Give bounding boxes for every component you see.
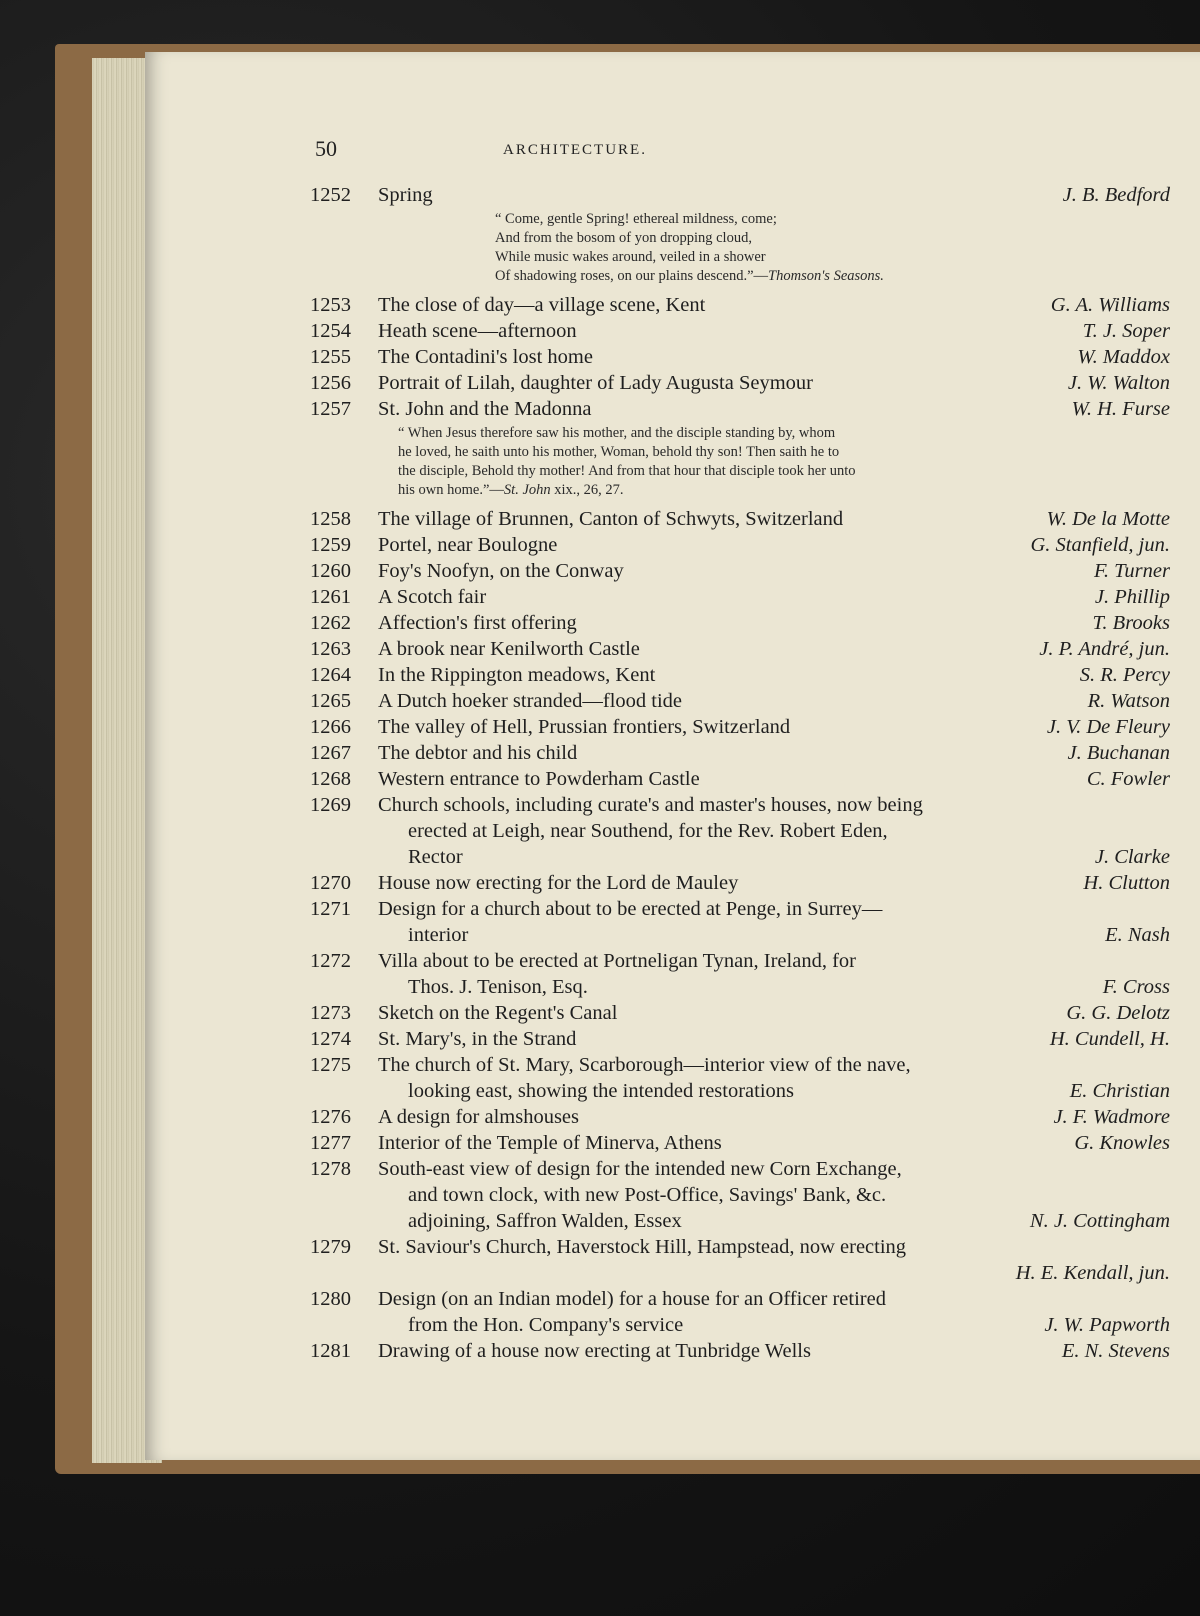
entry-line bbox=[310, 974, 1170, 1000]
quotation-line: And from the bosom of yon dropping cloud, bbox=[495, 230, 752, 246]
entry-title: Drawing of a house now erecting at Tunbridge Wells bbox=[378, 1340, 811, 1362]
entry-title: The close of day—a village scene, Kent bbox=[378, 294, 706, 316]
catalogue-entry bbox=[310, 1104, 1170, 1130]
entry-line bbox=[310, 662, 1170, 688]
entry-line bbox=[310, 1104, 1170, 1130]
page-header bbox=[315, 136, 835, 166]
entry-number: 1263 bbox=[310, 638, 351, 660]
entry-artist: F. Cross bbox=[1097, 974, 1170, 1000]
entry-title: Foy's Noofyn, on the Conway bbox=[378, 560, 624, 582]
entry-line bbox=[310, 506, 1170, 532]
entry-title: St. Saviour's Church, Haverstock Hill, Hampstead, now erecting bbox=[378, 1236, 907, 1258]
entry-title: Villa about to be erected at Portneligan Tynan, Ireland, for bbox=[378, 950, 856, 972]
catalogue-entry bbox=[310, 292, 1170, 318]
entry-title: The valley of Hell, Prussian frontiers, Switzerland bbox=[378, 716, 791, 738]
catalogue-list bbox=[310, 182, 1170, 1364]
catalogue-entry bbox=[310, 396, 1170, 422]
running-title: ARCHITECTURE. bbox=[503, 142, 647, 158]
entry-title: and town clock, with new Post-Office, Savings' Bank, &c. bbox=[408, 1184, 887, 1206]
entry-number: 1274 bbox=[310, 1028, 351, 1050]
entry-number: 1268 bbox=[310, 768, 351, 790]
catalogue-entry bbox=[310, 1052, 1170, 1104]
entry-number: 1266 bbox=[310, 716, 351, 738]
entry-artist: C. Fowler bbox=[1081, 766, 1170, 792]
entry-artist: E. N. Stevens bbox=[1056, 1338, 1170, 1364]
entry-number: 1258 bbox=[310, 508, 351, 530]
entry-line bbox=[310, 1078, 1170, 1104]
entry-line bbox=[310, 766, 1170, 792]
entry-line bbox=[310, 610, 1170, 636]
entry-number: 1260 bbox=[310, 560, 351, 582]
entry-line bbox=[310, 1338, 1170, 1364]
quotation-line: the disciple, Behold thy mother! And from that hour that disciple took her unto bbox=[398, 463, 856, 479]
entry-number: 1265 bbox=[310, 690, 351, 712]
entry-artist: S. R. Percy bbox=[1074, 662, 1170, 688]
catalogue-entry bbox=[310, 1338, 1170, 1364]
entry-number: 1255 bbox=[310, 346, 351, 368]
entry-title: from the Hon. Company's service bbox=[408, 1314, 684, 1336]
entry-artist: J. B. Bedford bbox=[1057, 182, 1170, 208]
entry-line bbox=[310, 792, 1170, 818]
entry-line bbox=[310, 688, 1170, 714]
entry-title: interior bbox=[408, 924, 469, 946]
entry-artist: J. Phillip bbox=[1089, 584, 1170, 610]
entry-line bbox=[310, 740, 1170, 766]
entry-title: Heath scene—afternoon bbox=[378, 320, 577, 342]
entry-title: The village of Brunnen, Canton of Schwyts, Switzerland bbox=[378, 508, 844, 530]
entry-artist: J. W. Walton bbox=[1062, 370, 1170, 396]
entry-artist: H. Cundell, H. bbox=[1044, 1026, 1170, 1052]
entry-number: 1256 bbox=[310, 372, 351, 394]
catalogue-entry bbox=[310, 1000, 1170, 1026]
catalogue-entry bbox=[310, 558, 1170, 584]
entry-artist: N. J. Cottingham bbox=[1024, 1208, 1170, 1234]
catalogue-entry bbox=[310, 370, 1170, 396]
entry-artist: H. Clutton bbox=[1077, 870, 1170, 896]
catalogue-entry bbox=[310, 740, 1170, 766]
entry-number: 1252 bbox=[310, 184, 351, 206]
catalogue-entry bbox=[310, 870, 1170, 896]
entry-artist: E. Nash bbox=[1099, 922, 1170, 948]
entry-line bbox=[310, 1156, 1170, 1182]
catalogue-entry bbox=[310, 766, 1170, 792]
catalogue-entry bbox=[310, 610, 1170, 636]
entry-line bbox=[310, 532, 1170, 558]
entry-title: Affection's first offering bbox=[378, 612, 577, 634]
entry-number: 1280 bbox=[310, 1288, 351, 1310]
entry-title: Spring bbox=[378, 184, 433, 206]
entry-number: 1264 bbox=[310, 664, 351, 686]
entry-number: 1273 bbox=[310, 1002, 351, 1024]
entry-number: 1278 bbox=[310, 1158, 351, 1180]
catalogue-entry bbox=[310, 1026, 1170, 1052]
catalogue-entry bbox=[310, 344, 1170, 370]
entry-artist: H. E. Kendall, jun. bbox=[1010, 1260, 1170, 1286]
entry-title: The Contadini's lost home bbox=[378, 346, 593, 368]
entry-title: A brook near Kenilworth Castle bbox=[378, 638, 640, 660]
entry-title: erected at Leigh, near Southend, for the Rev. Robert Eden, bbox=[408, 820, 888, 842]
entry-artist: J. Buchanan bbox=[1062, 740, 1170, 766]
entry-number: 1281 bbox=[310, 1340, 351, 1362]
entry-title: Church schools, including curate's and master's houses, now being bbox=[378, 794, 923, 816]
entry-line bbox=[310, 1130, 1170, 1156]
entry-title: looking east, showing the intended restorations bbox=[408, 1080, 795, 1102]
entry-line bbox=[310, 1286, 1170, 1312]
entry-artist: W. H. Furse bbox=[1066, 396, 1170, 422]
entry-line bbox=[310, 922, 1170, 948]
entry-number: 1254 bbox=[310, 320, 351, 342]
entry-title: Design (on an Indian model) for a house for an Officer retired bbox=[378, 1288, 886, 1310]
entry-number: 1261 bbox=[310, 586, 351, 608]
entry-line bbox=[310, 1260, 1170, 1286]
page-number: 50 bbox=[315, 136, 337, 161]
catalogue-entry bbox=[310, 1234, 1170, 1286]
entry-title: Western entrance to Powderham Castle bbox=[378, 768, 700, 790]
entry-line bbox=[310, 896, 1170, 922]
entry-title: House now erecting for the Lord de Mauley bbox=[378, 872, 739, 894]
entry-line bbox=[310, 870, 1170, 896]
entry-line bbox=[310, 844, 1170, 870]
quotation-line: “ When Jesus therefore saw his mother, and the disciple standing by, whom bbox=[398, 425, 836, 441]
entry-title: The church of St. Mary, Scarborough—interior view of the nave, bbox=[378, 1054, 911, 1076]
catalogue-entry bbox=[310, 506, 1170, 532]
entry-line bbox=[310, 318, 1170, 344]
catalogue-entry bbox=[310, 688, 1170, 714]
catalogue-entry bbox=[310, 636, 1170, 662]
entry-line bbox=[310, 1026, 1170, 1052]
entry-artist: G. A. Williams bbox=[1045, 292, 1170, 318]
entry-number: 1253 bbox=[310, 294, 351, 316]
entry-number: 1267 bbox=[310, 742, 351, 764]
entry-line bbox=[310, 292, 1170, 318]
catalogue-entry bbox=[310, 896, 1170, 948]
entry-number: 1276 bbox=[310, 1106, 351, 1128]
entry-title: A Dutch hoeker stranded—flood tide bbox=[378, 690, 683, 712]
entry-title: Portel, near Boulogne bbox=[378, 534, 558, 556]
entry-number: 1279 bbox=[310, 1236, 351, 1258]
entry-number: 1262 bbox=[310, 612, 351, 634]
entry-number: 1269 bbox=[310, 794, 351, 816]
entry-title: The debtor and his child bbox=[378, 742, 578, 764]
entry-line bbox=[310, 370, 1170, 396]
entry-artist: G. G. Delotz bbox=[1060, 1000, 1170, 1026]
entry-number: 1277 bbox=[310, 1132, 351, 1154]
entry-number: 1270 bbox=[310, 872, 351, 894]
entry-number: 1272 bbox=[310, 950, 351, 972]
entry-line bbox=[310, 1182, 1170, 1208]
entry-artist: G. Knowles bbox=[1068, 1130, 1170, 1156]
entry-title: A design for almshouses bbox=[378, 1106, 579, 1128]
entry-number: 1271 bbox=[310, 898, 351, 920]
entry-artist: T. J. Soper bbox=[1077, 318, 1170, 344]
entry-artist: J. Clarke bbox=[1089, 844, 1170, 870]
entry-title: In the Rippington meadows, Kent bbox=[378, 664, 656, 686]
entry-line bbox=[310, 1234, 1170, 1260]
catalogue-entry bbox=[310, 714, 1170, 740]
entry-line bbox=[310, 558, 1170, 584]
entry-quotation bbox=[495, 208, 1170, 292]
entry-line bbox=[310, 182, 1170, 208]
catalogue-entry bbox=[310, 584, 1170, 610]
entry-title: Interior of the Temple of Minerva, Athens bbox=[378, 1132, 722, 1154]
quotation-line: Of shadowing roses, on our plains descend.”—Thomson's Seasons. bbox=[495, 268, 884, 284]
catalogue-entry bbox=[310, 532, 1170, 558]
entry-line bbox=[310, 1052, 1170, 1078]
entry-title: A Scotch fair bbox=[378, 586, 487, 608]
catalogue-entry bbox=[310, 182, 1170, 208]
entry-title: adjoining, Saffron Walden, Essex bbox=[408, 1210, 682, 1232]
entry-line bbox=[310, 948, 1170, 974]
entry-line bbox=[310, 1208, 1170, 1234]
quotation-source: Thomson's Seasons. bbox=[768, 268, 884, 284]
entry-line bbox=[310, 636, 1170, 662]
entry-artist: G. Stanfield, jun. bbox=[1024, 532, 1170, 558]
catalogue-entry bbox=[310, 662, 1170, 688]
entry-artist: J. W. Papworth bbox=[1038, 1312, 1170, 1338]
catalogue-entry bbox=[310, 1130, 1170, 1156]
quotation-line: his own home.”—St. John xix., 26, 27. bbox=[398, 482, 624, 498]
entry-line bbox=[310, 714, 1170, 740]
entry-title: South-east view of design for the intended new Corn Exchange, bbox=[378, 1158, 902, 1180]
entry-number: 1275 bbox=[310, 1054, 351, 1076]
entry-line bbox=[310, 344, 1170, 370]
catalogue-entry bbox=[310, 1156, 1170, 1234]
entry-number: 1257 bbox=[310, 398, 351, 420]
quotation-reference: xix., 26, 27. bbox=[550, 482, 624, 498]
entry-title: St. John and the Madonna bbox=[378, 398, 592, 420]
quotation-line: While music wakes around, veiled in a shower bbox=[495, 249, 766, 265]
entry-title: Portrait of Lilah, daughter of Lady Augusta Seymour bbox=[378, 372, 813, 394]
entry-quotation bbox=[398, 422, 1058, 506]
quotation-source: St. John bbox=[503, 482, 551, 498]
entry-artist: J. F. Wadmore bbox=[1047, 1104, 1170, 1130]
entry-artist: E. Christian bbox=[1064, 1078, 1170, 1104]
quotation-line: he loved, he saith unto his mother, Woman, behold thy son! Then saith he to bbox=[398, 444, 840, 460]
entry-title: Rector bbox=[408, 846, 463, 868]
entry-line bbox=[310, 1000, 1170, 1026]
entry-title: Design for a church about to be erected at Penge, in Surrey— bbox=[378, 898, 883, 920]
entry-line bbox=[310, 818, 1170, 844]
entry-artist: R. Watson bbox=[1082, 688, 1170, 714]
catalogue-entry bbox=[310, 1286, 1170, 1338]
entry-line bbox=[310, 584, 1170, 610]
entry-artist: F. Turner bbox=[1088, 558, 1170, 584]
quotation-line: “ Come, gentle Spring! ethereal mildness, come; bbox=[495, 211, 777, 227]
entry-title: St. Mary's, in the Strand bbox=[378, 1028, 577, 1050]
catalogue-entry bbox=[310, 318, 1170, 344]
entry-line bbox=[310, 1312, 1170, 1338]
entry-artist: W. Maddox bbox=[1071, 344, 1170, 370]
entry-artist: J. V. De Fleury bbox=[1041, 714, 1170, 740]
entry-artist: W. De la Motte bbox=[1041, 506, 1170, 532]
entry-artist: J. P. André, jun. bbox=[1033, 636, 1170, 662]
entry-line bbox=[310, 396, 1170, 422]
entry-number: 1259 bbox=[310, 534, 351, 556]
entry-artist: T. Brooks bbox=[1087, 610, 1170, 636]
entry-title: Sketch on the Regent's Canal bbox=[378, 1002, 618, 1024]
catalogue-entry bbox=[310, 792, 1170, 870]
catalogue-entry bbox=[310, 948, 1170, 1000]
entry-title: Thos. J. Tenison, Esq. bbox=[408, 976, 588, 998]
